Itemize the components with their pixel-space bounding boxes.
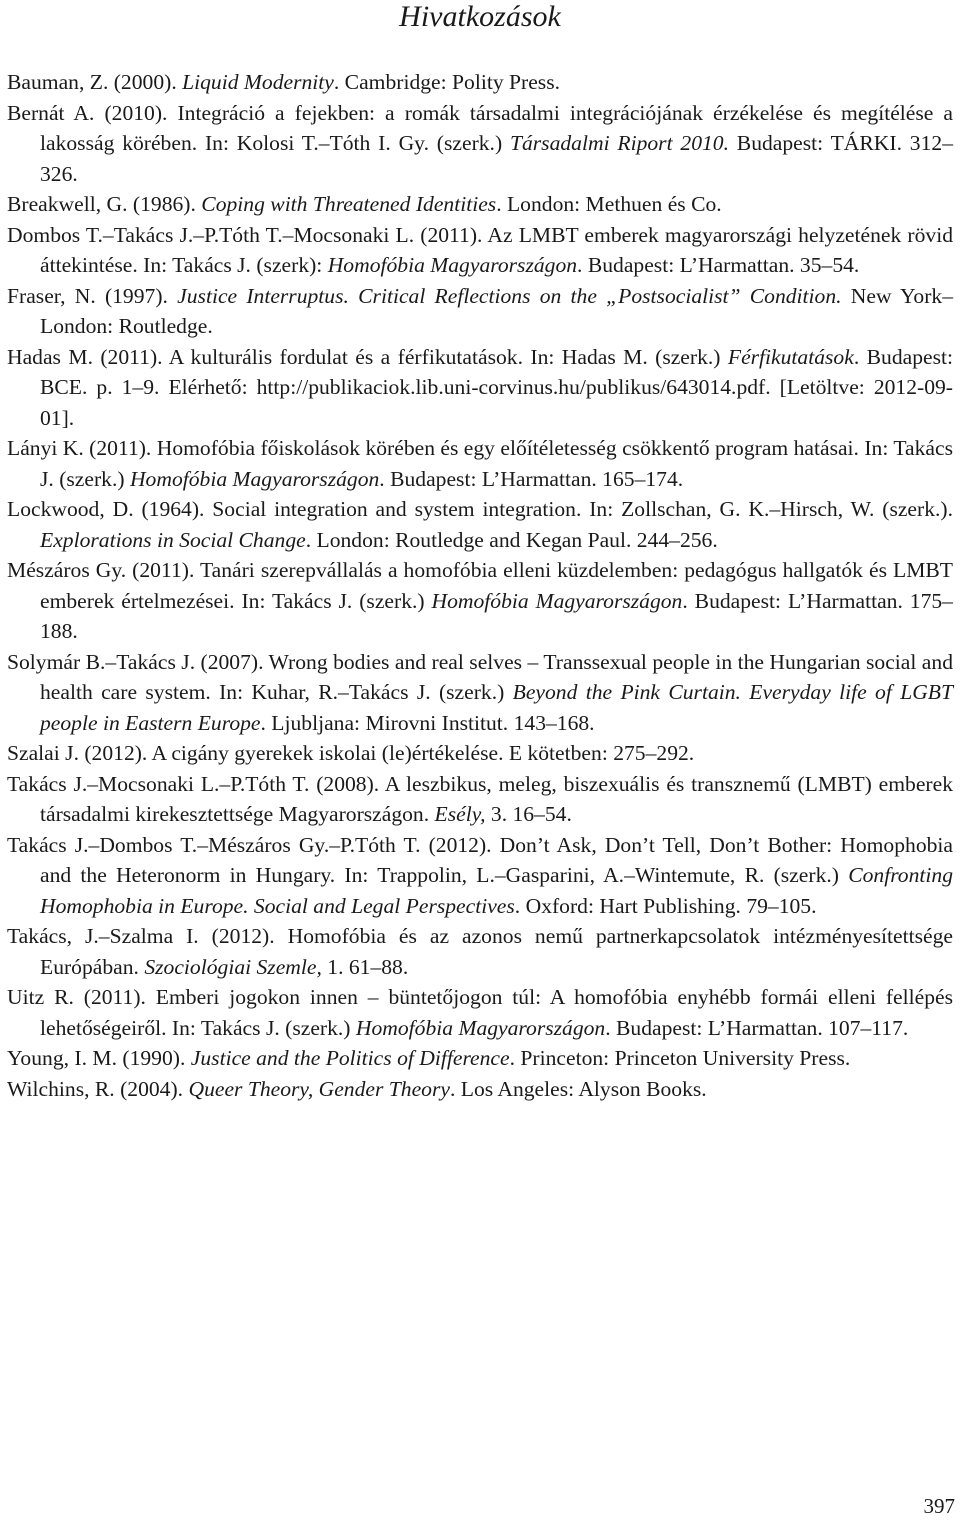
reference-text: . Princeton: Princeton University Press. xyxy=(509,1046,851,1070)
reference-text: Fraser, N. (1997). xyxy=(7,283,178,308)
reference-text: Lányi K. (2011). Homofóbia főiskolások körében és egy előítéletesség csökkentő program hatásai. In: Takács J. (szerk.) xyxy=(7,436,953,491)
reference-text: Wilchins, R. (2004). xyxy=(7,1076,189,1101)
reference-text: Bauman, Z. (2000). xyxy=(7,70,183,94)
reference-text: Mészáros Gy. (2011). Tanári szerepvállalás a homofóbia elleni küzdelemben: pedagógus hallgatók és LMBT emberek értelmezései. In: Takács J. (szerk.) xyxy=(7,558,953,613)
reference-title-italic: Férfikutatások xyxy=(727,344,854,369)
reference-text: . London: Routledge and Kegan Paul. 244–256. xyxy=(305,527,718,552)
reference-text: Szalai J. (2012). A cigány gyerekek iskolai (le)értékelése. E kötetben: 275–292. xyxy=(7,741,695,765)
reference-text: . Ljubljana: Mirovni Institut. 143–168. xyxy=(260,710,595,735)
reference-text: . Budapest: BCE. p. 1–9. Elérhető: http://publikaciok.lib.uni-corvinus.hu/publikus/643014.pdf. [Letöltve: 2012-09-01]. xyxy=(40,344,953,430)
reference-entry xyxy=(7,647,953,739)
reference-title-italic: Beyond the Pink Curtain. Everyday life of LGBT people in Eastern Europe xyxy=(40,680,953,735)
reference-title-italic: Társadalmi Riport 2010. xyxy=(509,131,729,155)
reference-title-italic: Justice and the Politics of Difference xyxy=(190,1046,510,1070)
reference-entry xyxy=(7,830,953,922)
reference-text: Solymár B.–Takács J. (2007). Wrong bodies and real selves – Transsexual people in the Hungarian social and health care system. In: Kuhar, R.–Takács J. (szerk.) xyxy=(7,649,953,704)
reference-title-italic: Homofóbia Magyarországon xyxy=(327,253,578,277)
reference-text: . Los Angeles: Alyson Books. xyxy=(449,1076,707,1101)
reference-entry xyxy=(7,220,953,281)
reference-entry xyxy=(7,342,953,434)
reference-text: Hadas M. (2011). A kulturális fordulat és a férfikutatások. In: Hadas M. (szerk.) xyxy=(7,344,728,369)
page-number: 397 xyxy=(923,1494,955,1518)
reference-text: Dombos T.–Takács J.–P.Tóth T.–Mocsonaki L. (2011). Az LMBT emberek magyarországi helyzetének rövid áttekintése. In: Takács J. (szerk): xyxy=(7,222,953,277)
reference-entry xyxy=(7,555,953,647)
reference-text: . Oxford: Hart Publishing. 79–105. xyxy=(514,893,817,918)
reference-text: . Budapest: L’Harmattan. 165–174. xyxy=(379,466,684,491)
reference-title-italic: Justice Interruptus. Critical Reflections on the „Postsocialist” Condition. xyxy=(177,283,842,308)
reference-title-italic: Liquid Modernity xyxy=(182,70,334,94)
reference-text: . Budapest: L’Harmattan. 107–117. xyxy=(605,1015,909,1040)
reference-text: Breakwell, G. (1986). xyxy=(7,192,202,216)
reference-text: Lockwood, D. (1964). Social integration and system integration. In: Zollschan, G. K.–Hirsch, W. (szerk.). xyxy=(7,497,953,521)
reference-text: New York–London: Routledge. xyxy=(40,283,954,338)
reference-entry xyxy=(7,281,953,342)
reference-entry xyxy=(7,738,953,769)
reference-title-italic: Homofóbia Magyarországon xyxy=(129,466,380,491)
reference-title-italic: Coping with Threatened Identities xyxy=(201,192,497,216)
reference-text: . Cambridge: Polity Press. xyxy=(333,70,561,94)
reference-entry xyxy=(7,67,953,98)
reference-text: . Budapest: L’Harmattan. 175–188. xyxy=(40,588,953,643)
reference-title-italic: Esély, xyxy=(434,802,486,826)
page-title: Hivatkozások xyxy=(399,0,561,33)
reference-title-italic: Homofóbia Magyarországon xyxy=(355,1015,606,1040)
reference-entry xyxy=(7,921,953,982)
reference-text: Young, I. M. (1990). xyxy=(7,1046,191,1070)
reference-text: Takács J.–Dombos T.–Mészáros Gy.–P.Tóth T. (2012). Don’t Ask, Don’t Tell, Don’t Bother: Homophobia and the Heteronorm in Hungary. In: Trappolin, L.–Gasparini, A.–Wintemute, R. (szerk.) xyxy=(7,832,953,887)
reference-text: 1. 61–88. xyxy=(321,954,409,979)
reference-title-italic: Confronting Homophobia in Europe. Social and Legal Perspectives xyxy=(40,863,953,918)
reference-text: Budapest: TÁRKI. 312–326. xyxy=(40,131,953,186)
reference-text: . Budapest: L’Harmattan. 35–54. xyxy=(577,253,860,277)
reference-text: Bernát A. (2010). Integráció a fejekben: a romák társadalmi integrációjának érzékelése és megítélése a lakosság körében. In: Kolosi T.–Tóth I. Gy. (szerk.) xyxy=(7,100,953,155)
reference-title-italic: Homofóbia Magyarországon xyxy=(431,588,683,613)
reference-entry xyxy=(7,494,953,555)
reference-entry xyxy=(7,189,953,220)
reference-title-italic: Szociológiai Szemle, xyxy=(144,954,322,979)
reference-title-italic: Queer Theory, Gender Theory xyxy=(188,1076,450,1101)
reference-text: Takács, J.–Szalma I. (2012). Homofóbia és az azonos nemű partnerkapcsolatok intézményesítettsége Európában. xyxy=(7,924,953,979)
reference-text: Uitz R. (2011). Emberi jogokon innen – büntetőjogon túl: A homofóbia enyhébb formái elleni fellépés lehetőségeiről. In: Takács J. (szerk.) xyxy=(7,985,953,1040)
reference-title-italic: Explorations in Social Change xyxy=(40,527,306,552)
reference-entry xyxy=(7,98,953,190)
reference-entry xyxy=(7,769,953,830)
reference-text: Takács J.–Mocsonaki L.–P.Tóth T. (2008). A leszbikus, meleg, biszexuális és transznemű (LMBT) emberek társadalmi kirekesztettsége Magyarországon. xyxy=(7,771,953,826)
reference-entry xyxy=(7,982,953,1043)
reference-entry xyxy=(7,1043,953,1074)
reference-entry xyxy=(7,1074,953,1105)
reference-text: . London: Methuen és Co. xyxy=(496,192,722,216)
reference-text: 3. 16–54. xyxy=(485,802,572,826)
reference-entry xyxy=(7,433,953,494)
reference-list xyxy=(7,67,953,1104)
